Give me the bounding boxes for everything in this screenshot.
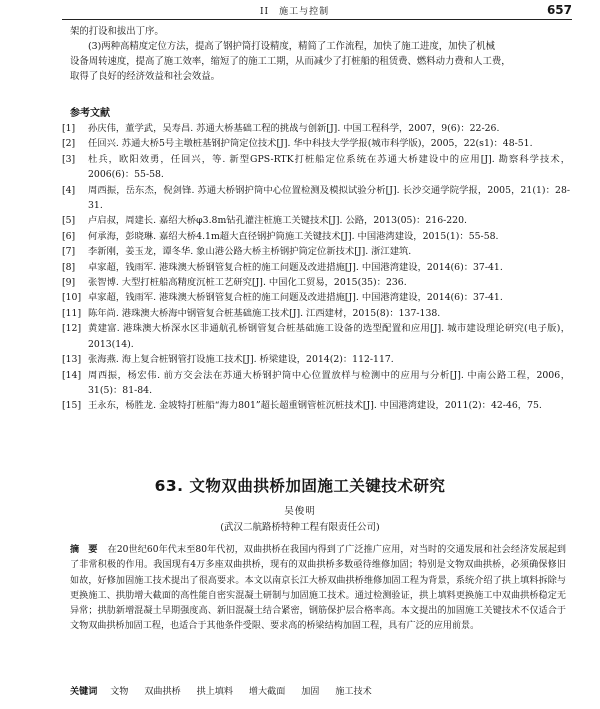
- references-heading: 参考文献: [70, 108, 110, 119]
- reference-text: 周西振，岳东杰，倪剑锋. 苏通大桥钢护筒中心位置检测及模拟试验分析[J]. 长沙交通学院学报，2005，21(1)：28-31.: [88, 184, 570, 212]
- reference-text: 何承海，彭晓琳. 嘉绍大桥4.1m超大直径钢护筒施工关键技术[J]. 中国港湾建设，2015(1)：55-58.: [88, 230, 499, 242]
- continued-text: [70, 24, 566, 84]
- reference-text: 黄建富. 港珠澳大桥深水区非通航孔桥钢管复合桩基础施工设备的选型配置和应用[J]. 城市建设理论研究(电子版)，2013(14).: [88, 323, 570, 350]
- reference-number: [13]: [62, 354, 82, 366]
- reference-item: [62, 306, 570, 321]
- reference-number: [15]: [62, 400, 82, 412]
- abstract-text: 在20世纪60年代末至80年代初，双曲拱桥在我国内得到了广泛推广应用，对当时的交通发展和社会经济发展起到了非常积极的作用。我国现有4万多座双曲拱桥，现有的双曲拱桥多数亟待维修加固；特别是文物双曲拱桥，必须确保修旧如故，好修加固施工技术提出了很高要求。本文以南京长江大桥双曲拱桥维修加固工程为背景，系统介绍了拱上填料拆除与更换施工、拱肋增大截面的高性能自密实混凝土研制与加固施工技术。通过检测验证，拱上填料更换施工中双曲拱桥稳定无异常；拱肋新增混凝土早期强度高、新旧混凝土结合紧密，钢筋保护层合格率高。本文提出的加固施工关键技术不仅适合于文物双曲拱桥加固工程，也适合于其他条件受限、要求高的桥梁结构加固工程，具有广泛的应用前景。: [70, 545, 566, 632]
- keywords-label: 关键词: [70, 687, 98, 697]
- reference-item: [62, 352, 570, 367]
- keyword: 增大截面: [248, 687, 286, 697]
- reference-item: [62, 244, 570, 259]
- reference-list: [62, 121, 570, 414]
- reference-number: [7]: [62, 246, 76, 258]
- reference-text: 任回兴. 苏通大桥5号主墩桩基钢护筒定位技术[J]. 华中科技大学学报(城市科学版)，2005，22(s1)：48-51.: [88, 138, 533, 150]
- reference-text: 张智博. 大型打桩船高精度沉桩工艺研究[J]. 中国化工贸易，2015(35)：236.: [88, 277, 407, 289]
- keyword: 拱上填料: [196, 687, 233, 697]
- reference-text: 卓家超，钱雨军. 港珠澳大桥钢管复合桩的施工问题及改进措施[J]. 中国港湾建设，2014(6)：37-41.: [88, 261, 503, 273]
- reference-item: [62, 275, 570, 290]
- conclusion-line-3: 取得了良好的经济效益和社会效益。: [70, 71, 221, 82]
- reference-item: [62, 213, 570, 228]
- reference-item: [62, 229, 570, 244]
- reference-item: [62, 121, 570, 136]
- keyword: 加固: [301, 687, 320, 697]
- reference-text: 张海燕. 海上复合桩钢管打设施工技术[J]. 桥梁建设，2014(2)：112-117.: [88, 354, 394, 366]
- keyword: 施工技术: [335, 687, 372, 697]
- reference-item: [62, 152, 570, 183]
- reference-number: [8]: [62, 261, 76, 273]
- author-name: 吴俊明: [284, 506, 316, 517]
- section-title: II 施工与控制: [260, 7, 330, 17]
- reference-text: 王永东，杨胜龙. 金坡特打桩船“海力801”超长超重钢管桩沉桩技术[J]. 中国港湾建设，2011(2)：42-46，75.: [88, 400, 542, 412]
- header-divider: [62, 19, 572, 20]
- reference-text: 卢启叔，周建长. 嘉绍大桥φ3.8m钻孔灌注桩施工关键技术[J]. 公路，2013(05)：216-220.: [88, 215, 467, 227]
- reference-number: [14]: [62, 369, 82, 381]
- reference-number: [11]: [62, 307, 82, 319]
- abstract-label: 摘 要: [70, 545, 98, 555]
- article-title: 63. 文物双曲拱桥加固施工关键技术研究: [154, 477, 446, 495]
- reference-number: [1]: [62, 123, 76, 134]
- reference-number: [3]: [62, 153, 76, 165]
- reference-text: 李新刚，姜玉龙，谭冬华. 象山港公路大桥主桥钢护筒定位新技术[J]. 浙江建筑.: [88, 246, 412, 258]
- reference-text: 杜兵，欧阳效勇，任回兴，等. 新型GPS-RTK打桩船定位系统在苏通大桥建设中的应用[J]. 勘察科学技术，2006(6)：55-58.: [88, 153, 570, 181]
- reference-number: [12]: [62, 323, 82, 335]
- page-number: 657: [546, 3, 572, 17]
- conclusion-line-2: 设备周转速度，提高了施工效率，缩短了的施工工期，从而减少了打桩船的租赁费、燃料动力费和人工费，: [70, 56, 511, 67]
- reference-number: [4]: [62, 184, 76, 196]
- keywords: [70, 684, 566, 697]
- reference-item: [62, 136, 570, 151]
- reference-number: [5]: [62, 215, 76, 227]
- author-affiliation: (武汉二航路桥特种工程有限责任公司): [220, 522, 380, 533]
- reference-text: 卓家超，钱雨军. 港珠澳大桥钢管复合桩的施工问题及改进措施[J]. 中国港湾建设，2014(6)：37-41.: [88, 292, 503, 304]
- reference-item: [62, 290, 570, 305]
- reference-item: [62, 260, 570, 275]
- reference-number: [10]: [62, 292, 82, 304]
- reference-item: [62, 368, 570, 399]
- reference-item: [62, 398, 570, 413]
- reference-number: [6]: [62, 230, 76, 242]
- reference-number: [2]: [62, 138, 76, 150]
- conclusion-line-1: (3)两种高精度定位方法，提高了钢护筒打设精度，精简了工作流程，加快了施工进度，加快了机械: [88, 41, 496, 52]
- reference-text: 陈年尚. 港珠澳大桥海中钢管复合桩基础施工技术[J]. 江西建材，2015(8)：137-138.: [88, 307, 441, 319]
- running-header: [62, 4, 572, 18]
- keyword: 文物: [110, 687, 129, 697]
- reference-number: [9]: [62, 277, 76, 289]
- reference-text: 周西振，杨宏伟. 前方交会法在苏通大桥钢护筒中心位置放样与检测中的应用与分析[J]. 中南公路工程，2006，31(5)：81-84.: [88, 369, 570, 396]
- continued-line: 架的打设和拔出丁序。: [70, 26, 164, 37]
- reference-text: 孙庆伟，董学武，吴寿昌. 苏通大桥基础工程的挑战与创新[J]. 中国工程科学，2007，9(6)：22-26.: [88, 123, 500, 134]
- keyword: 双曲拱桥: [144, 687, 181, 697]
- reference-item: [62, 183, 570, 214]
- abstract: [70, 543, 566, 635]
- reference-item: [62, 321, 570, 352]
